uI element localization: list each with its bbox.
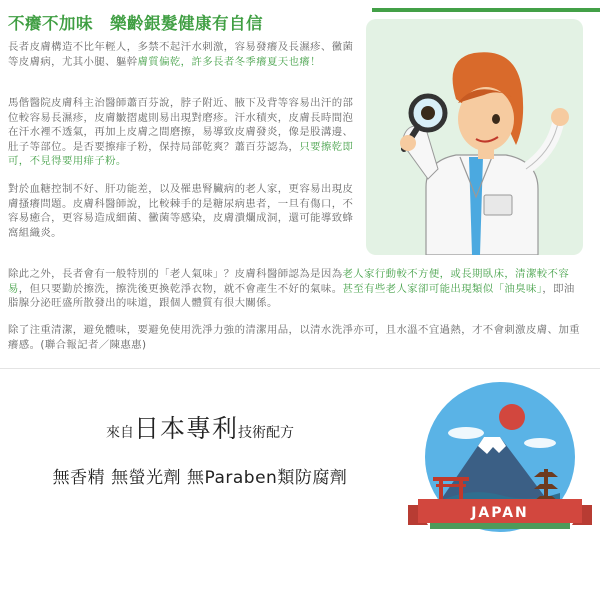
paragraph-4 <box>8 267 583 311</box>
origin-patent: 日本專利 <box>133 414 238 443</box>
body-text: 除了注重清潔，避免體味，要避免使用洗淨力強的清潔用品，以清水洗淨亦可，且水溫不宜過熱，才不會刺激皮膚、加重癢感。(聯合報記者／陳惠惠) <box>8 324 580 351</box>
paragraph-1 <box>8 40 358 69</box>
highlight-text: 膚質偏乾，許多長者冬季癢夏天也癢！ <box>137 55 321 68</box>
header-rule <box>372 8 600 12</box>
body-text: ，但只要勤於擦洗，擦洗後更換乾淨衣物，就不會產生不好的氣味。 <box>18 282 343 295</box>
body-text: 長者皮膚構造不比年輕人，多禁不起汗水刺激，容易發癢及長濕疹、黴菌等皮膚病，尤其小腿、軀幹 <box>8 41 354 68</box>
ribbon-label: JAPAN <box>471 505 529 521</box>
paragraph-3 <box>8 182 358 240</box>
doctor-illustration <box>366 19 583 255</box>
paragraph-5 <box>8 323 583 352</box>
highlight-text: 老人家行動較不方便，或長期臥床，清潔較不容易 <box>8 268 570 295</box>
body-text: ，即油脂腺分泌旺盛所散發出的味道，跟個人體質有很大關係。 <box>8 282 575 310</box>
japan-badge <box>400 369 600 600</box>
product-banner <box>0 369 600 600</box>
free-from-line: 無香精 無螢光劑 無Paraben類防腐劑 <box>52 468 348 488</box>
paragraph-2 <box>8 96 358 169</box>
body-text: 對於血糖控制不好、肝功能差，以及罹患腎臟病的老人家，更容易出現皮膚搔癢問題。皮膚科醫師說，比較棘手的是糖尿病患者，一旦有傷口，不容易癒合，更容易造成細菌、黴菌等感染，皮膚潰爛成洞，還可能導致蜂窩組織炎。 <box>8 183 354 239</box>
highlight-text: 只要擦乾即可，不見得要用痱子粉。 <box>8 140 354 168</box>
highlight-text: 甚至有些老人家卻可能出現類似「油臭味」 <box>342 282 543 295</box>
headline: 不癢不加味 樂齡銀髮健康有自信 <box>8 14 263 33</box>
japan-ribbon <box>408 499 592 525</box>
origin-line <box>0 409 400 445</box>
body-text: 馬偕醫院皮膚科主治醫師蕭百芬說，脖子附近、腋下及背等容易出汗的部位較容易長濕疹，皮膚皺摺處則易出現對磨疹。汗水積夾，皮膚長時間泡在汗水裡不透氣，再加上皮膚之間磨擦，易導致皮膚發炎，像是股溝邊、肚子等部位。是否要擦痱子粉，保持局部乾爽？蕭百芬認為， <box>8 97 354 153</box>
sun-icon <box>499 404 525 430</box>
body-text: 除此之外，長者會有一般特別的「老人氣味」？皮膚科醫師認為是因為 <box>8 268 343 280</box>
origin-suffix: 技術配方 <box>238 425 294 441</box>
origin-prefix: 來自 <box>105 425 134 441</box>
